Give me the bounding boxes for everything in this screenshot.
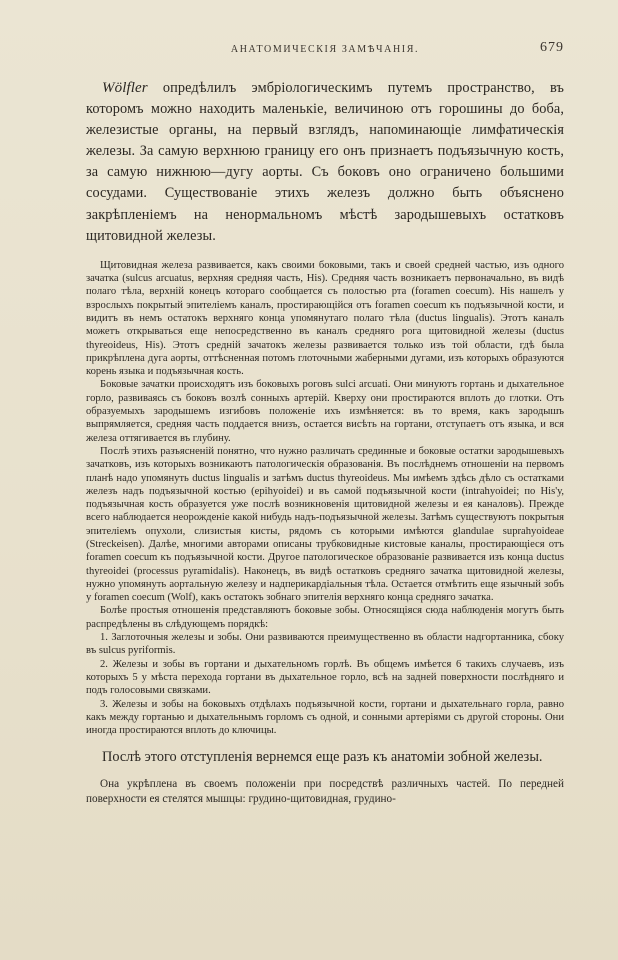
page-header	[86, 36, 564, 58]
closing-paragraph: Она укрѣплена въ своемъ положеніи при посредствѣ различныхъ частей. По передней поверхности ея стелятся мышцы: грудино-щитовидная, грудино-	[86, 777, 564, 805]
closing-section	[86, 777, 564, 806]
lead-text: опредѣлилъ эмбріологическимъ путемъ пространство, въ которомъ можно находить маленькіе, величиною отъ горошины до боба, железистые органы, на первый взглядъ, напоминающіе лимфатическія железы. За самую верхнюю границу его онъ признаетъ подъязычную кость, за самую нижнюю—дугу аорты. Съ боковъ оно ограничено большими сосудами. Существованіе этихъ железъ должно быть объяснено закрѣпленіемъ на ненормальномъ мѣстѣ зародышевыхъ остатковъ щитовидной железы.	[86, 80, 564, 244]
transition-paragraph: Послѣ этого отступленія вернемся еще разъ къ анатоміи зобной железы.	[102, 749, 543, 766]
list-item-1: 1. Заглоточныя железы и зобы. Они развиваются преимущественно въ области надгортанника, сбоку въ sulcus pyriformis.	[86, 632, 564, 657]
paragraph-remnants: Послѣ этихъ разъясненій понятно, что нужно различать срединные и боковые остатки зародышевыхъ зачатковъ, изъ которыхъ возникаютъ патологическія образованія. Въ послѣднемъ отношеніи на первомъ планѣ надо упомянуть ductus lingualis и затѣмъ ductus thyreoideus. Мы имѣемъ здѣсь дѣло съ остатками железъ надъ подъязычной костью (epihyoidei) и въ самой подъязычной кости (intrahyoidei; по His'у, подъязычная кость образуется уже послѣ возникновенія щитовидной железы и ея каналовъ). Прежде всего наблюдается неорожденіе какой нибудь надъ-подъязычной железы. Затѣмъ существуютъ покрытыя эпителіемъ опухоли, слизистыя кисты, рядомъ съ которыми имѣются glandulae suprahyoideae (Streckeisen). Далѣе, многими авторами описаны трубковидные кистовые каналы, простирающіеся отъ foramen coecum къ подъязычной кости. Другое патологическое образованіе развивается изъ конца ductus thyreoidei (processus pyramidalis). Наконецъ, въ видѣ остатковъ средняго зачатка щитовидной железы, нужно упомянуть аортальную железу и надперикардіальныя тѣла. Остается отмѣтить еще язычный зобъ у foramen coecum (Wolf), какъ остатокъ зобнаго эпителія верхняго конца средняго зачатка.	[86, 445, 564, 604]
paragraph-development: Щитовидная железа развивается, какъ своими боковыми, такъ и своей средней частью, изъ одного зачатка (sulcus arcuatus, верхняя средняя часть, His). Средняя часть возникаетъ первоначально, въ видѣ полаго тѣла, верхній конецъ котораго сообщается съ полостью рта (foramen coecum). His нашелъ у взрослыхъ покрытый эпителіемъ каналъ, простирающійся отъ foramen coecum къ подъязычной кости, и видитъ въ немъ остатокъ верхняго конца упомянутаго полаго тѣла (ductus lingualis). Этотъ каналъ можетъ открываться еще непосредственно въ каналъ средняго рога щитовидной железы (ductus thyreoideus, His). Этотъ средній зачатокъ железы развивается только изъ той области, гдѣ была прикрѣплена дуга аорты, оттѣсненная потомъ глоточными жаберными дугами, изъ которыхъ образуются корень языка и подъязычная кость.	[86, 259, 564, 378]
paragraph-lateral-goiters: Болѣе простыя отношенія представляютъ боковые зобы. Относящіяся сюда наблюденія могутъ быть распредѣлены въ слѣдующемъ порядкѣ:	[86, 605, 564, 630]
page-number: 679	[540, 40, 564, 55]
list-item-2: 2. Железы и зобы въ гортани и дыхательномъ горлѣ. Въ общемъ имѣется 6 такихъ случаевъ, изъ которыхъ 5 у мѣста перехода гортани въ дыхательное горло, всѣ на задней поверхности послѣдняго и подъ голосовыми связками.	[86, 658, 564, 697]
lead-paragraph	[86, 78, 564, 247]
author-name: Wölfler	[102, 80, 148, 96]
running-title: АНАТОМИЧЕСКІЯ ЗАМѢЧАНІЯ.	[230, 44, 420, 55]
list-item-3: 3. Железы и зобы на боковыхъ отдѣлахъ подъязычной кости, гортани и дыхательнаго горла, равно какъ между гортанью и дыхательнымъ горломъ съ одной, и сонными артеріями съ другой стороны. Они иногда простираются вплоть до ключицы.	[86, 698, 564, 737]
small-print-section	[86, 259, 564, 738]
paragraph-lateral-rudiments: Боковые зачатки происходятъ изъ боковыхъ роговъ sulci arcuati. Они минуютъ гортань и дыхательное горло, развиваясь съ боковъ возлѣ сонныхъ артерій. Кверху они простираются вплоть до глотки. Отъ образуемыхъ зародышемъ изгибовъ положеніе ихъ измѣняется: въ то время, какъ зародышъ выпрямляется, средняя часть поддается внизъ, остается висѣть на гортани, отступаетъ отъ языка, и вся железа оттягивается въ глубину.	[86, 379, 564, 444]
